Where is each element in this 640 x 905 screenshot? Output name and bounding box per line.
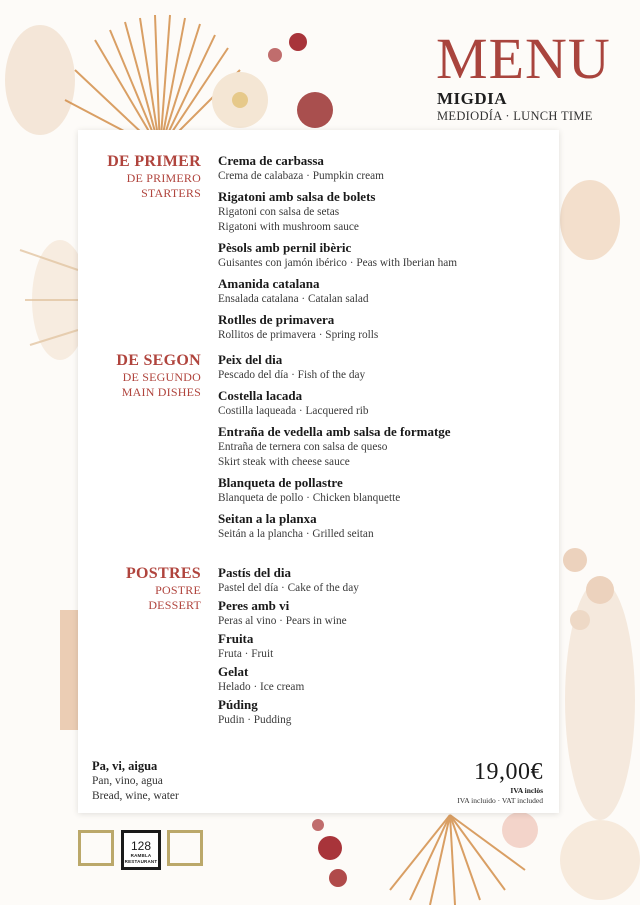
dish-list-dessert [218,565,548,728]
dish-item [218,565,548,596]
dish-item [218,598,548,629]
dish-description: Fruta · Fruit [218,648,274,660]
section-heading-main-dishes [78,352,201,400]
section-title-es: POSTRE [155,583,201,597]
dish-description: Blanqueta de pollo · Chicken blanquette [218,492,401,504]
section-title: DE PRIMER [107,153,201,170]
restaurant-logo [121,830,161,870]
dish-name: Amanida catalana [218,276,320,291]
dish-name: Costella lacada [218,388,303,403]
logo-number: 128 [130,839,152,853]
dish-item [218,475,548,506]
section-heading-starters [78,153,201,201]
dish-description: Entraña de ternera con salsa de queso [218,441,388,453]
dish-name: Blanqueta de pollastre [218,475,343,490]
dish-description: Skirt steak with cheese sauce [218,456,350,468]
menu-subtitle: MIGDIA [437,89,508,108]
logo-frame-right [167,830,203,866]
dish-description: Rigatoni with mushroom sauce [218,221,359,233]
dish-item [218,352,548,383]
dish-description: Pudin · Pudding [218,714,292,726]
includes-note [92,759,179,804]
dish-item [218,697,548,728]
section-title-en: STARTERS [141,186,201,200]
dish-description: Rigatoni con salsa de setas [218,206,340,218]
logo-name: RAMBLA RESTAURANT [124,853,158,864]
dish-item [218,276,548,307]
dish-name: Crema de carbassa [218,153,324,168]
dish-description: Ensalada catalana · Catalan salad [218,293,369,305]
dish-description: Helado · Ice cream [218,681,305,693]
menu-subtitle-translation: MEDIODÍA · LUNCH TIME [437,109,593,123]
dish-name: Púding [218,697,258,712]
dish-name: Rotlles de primavera [218,312,335,327]
includes-es: Pan, vino, agua [92,775,163,787]
dish-name: Rigatoni amb salsa de bolets [218,189,376,204]
section-title-es: DE SEGUNDO [122,370,201,384]
dish-name: Entraña de vedella amb salsa de formatge [218,424,451,439]
includes-en: Bread, wine, water [92,790,179,802]
menu-title: MENU [436,26,611,91]
dish-item [218,153,548,184]
dish-item [218,664,548,695]
section-heading-dessert [78,565,201,613]
dish-list-main-dishes [218,352,548,542]
includes-title: Pa, vi, aigua [92,759,158,773]
dish-item [218,240,548,271]
dish-item [218,424,548,470]
dish-item [218,388,548,419]
dish-description: Rollitos de primavera · Spring rolls [218,329,379,341]
dish-item [218,631,548,662]
dish-description: Guisantes con jamón ibérico · Peas with Iberian ham [218,257,458,269]
dish-list-starters [218,153,548,343]
dish-description: Costilla laqueada · Lacquered rib [218,405,369,417]
dish-name: Seitan a la planxa [218,511,317,526]
dish-item [218,511,548,542]
dish-description: Peras al vino · Pears in wine [218,615,347,627]
dish-item [218,189,548,235]
section-title-es: DE PRIMERO [126,171,201,185]
dish-name: Gelat [218,664,249,679]
dish-item [218,312,548,343]
dish-description: Pescado del día · Fish of the day [218,369,366,381]
section-title: DE SEGON [116,352,201,369]
dish-name: Pèsols amb pernil ibèric [218,240,352,255]
dish-name: Peres amb vi [218,598,290,613]
logo-frame-left [78,830,114,866]
dish-description: Seitán a la plancha · Grilled seitan [218,528,374,540]
dish-description: Crema de calabaza · Pumpkin cream [218,170,384,182]
vat-note-es-en: IVA incluido · VAT included [457,796,543,805]
dish-name: Peix del dia [218,352,283,367]
price-block [457,758,543,806]
section-title-en: DESSERT [148,598,201,612]
menu-card [78,130,559,813]
section-title-en: MAIN DISHES [121,385,201,399]
dish-description: Pastel del día · Cake of the day [218,582,359,594]
dish-name: Fruita [218,631,254,646]
vat-note-ca: IVA inclòs [510,786,543,795]
dish-name: Pastís del dia [218,565,291,580]
menu-price: 19,00€ [474,759,543,785]
section-title: POSTRES [125,565,201,582]
